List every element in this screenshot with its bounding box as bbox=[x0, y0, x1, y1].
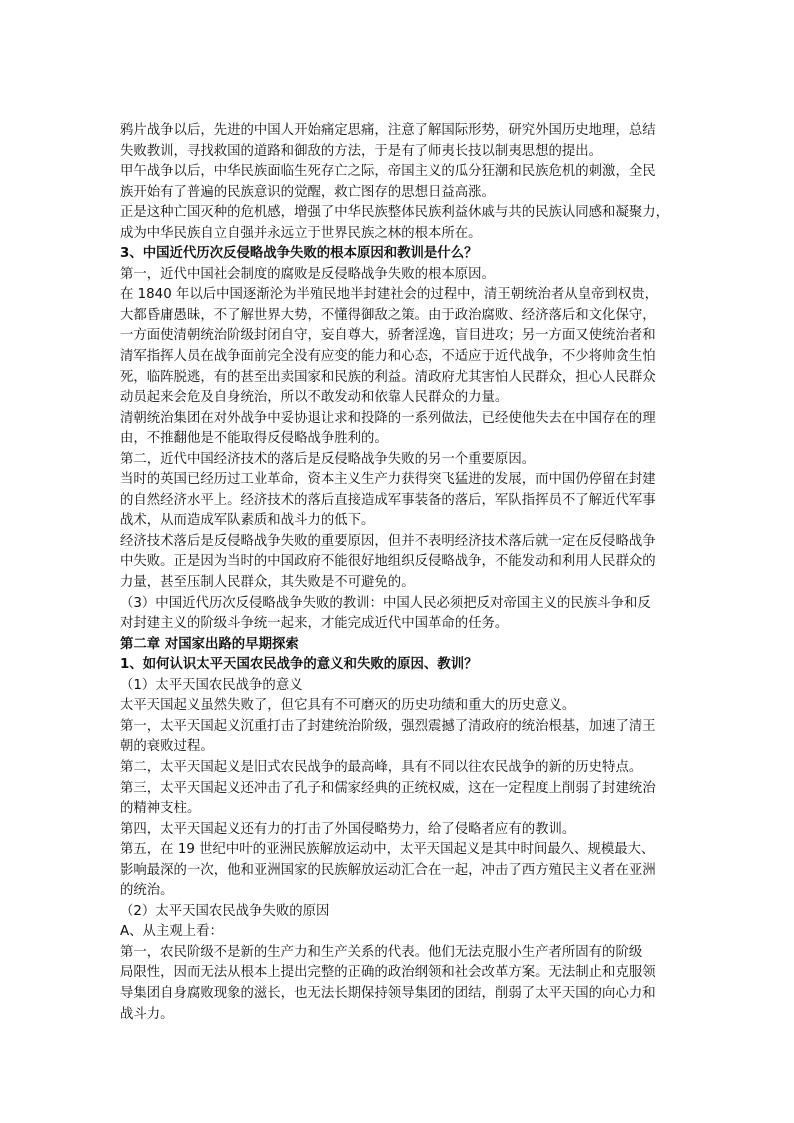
text-line: 当时的英国已经历过工业革命，资本主义生产力获得突飞猛进的发展，而中国仍停留在封建 bbox=[120, 472, 656, 488]
text-line: 甲午战争以后，中华民族面临生死存亡之际，帝国主义的瓜分狂潮和民族危机的刺激，全民 bbox=[120, 164, 656, 180]
text-line: 由，不推翻他是不能取得反侵略战争胜利的。 bbox=[120, 431, 388, 447]
text-line: 清军指挥人员在战争面前完全没有应变的能力和心态，不适应于近代战争，不少将帅贪生怕 bbox=[120, 349, 656, 365]
text-line: 族开始有了普遍的民族意识的觉醒，救亡图存的思想日益高涨。 bbox=[120, 184, 495, 200]
text-line: 战术，从而造成军队素质和战斗力的低下。 bbox=[120, 513, 375, 529]
text-line: （1）太平天国农民战争的意义 bbox=[120, 677, 303, 693]
text-line: 第五，在 19 世纪中叶的亚洲民族解放运动中，太平天国起义是其中时间最久、规模最大、 bbox=[120, 842, 655, 858]
text-line: 的精神支柱。 bbox=[120, 801, 201, 817]
text-line: （3）中国近代历次反侵略战争失败的教训：中国人民必须把反对帝国主义的民族斗争和反 bbox=[120, 595, 651, 611]
text-line: 在 1840 年以后中国逐渐沦为半殖民地半封建社会的过程中，清王朝统治者从皇帝到权贵， bbox=[120, 287, 659, 303]
text-line: 第二，近代中国经济技术的落后是反侵略战争失败的另一个重要原因。 bbox=[120, 451, 536, 467]
section-heading: 3、中国近代历次反侵略战争失败的根本原因和教训是什么？ bbox=[120, 246, 478, 262]
text-line: 局限性，因而无法从根本上提出完整的正确的政治纲领和社会改革方案。无法制止和克服领 bbox=[120, 965, 656, 981]
text-line: 大都昏庸愚昧，不了解世界大势，不懂得御敌之策。由于政治腐败、经济落后和文化保守， bbox=[120, 307, 656, 323]
text-line: 太平天国起义虽然失败了，但它具有不可磨灭的历史功绩和重大的历史意义。 bbox=[120, 698, 576, 714]
text-line: 第三，太平天国起义还冲击了孔子和儒家经典的正统权威，这在一定程度上削弱了封建统治 bbox=[120, 780, 656, 796]
document-page bbox=[120, 121, 682, 1025]
text-line: A、从主观上看： bbox=[120, 924, 223, 940]
text-line: 成为中华民族自立自强并永远立于世界民族之林的根本所在。 bbox=[120, 225, 482, 241]
text-line: 导集团自身腐败现象的滋长，也无法长期保持领导集团的团结，削弱了太平天国的向心力和 bbox=[120, 985, 656, 1001]
section-heading: 1、如何认识太平天国农民战争的意义和失败的原因、教训？ bbox=[120, 657, 478, 673]
text-line: 第一，近代中国社会制度的腐败是反侵略战争失败的根本原因。 bbox=[120, 266, 495, 282]
text-line: （2）太平天国农民战争失败的原因 bbox=[120, 903, 330, 919]
text-line: 第一，太平天国起义沉重打击了封建统治阶级，强烈震撼了清政府的统治根基，加速了清王 bbox=[120, 718, 656, 734]
text-line: 第二，太平天国起义是旧式农民战争的最高峰，具有不同以往农民战争的新的历史特点。 bbox=[120, 759, 643, 775]
section-heading: 第二章 对国家出路的早期探索 bbox=[120, 636, 299, 652]
text-line: 经济技术落后是反侵略战争失败的重要原因，但并不表明经济技术落后就一定在反侵略战争 bbox=[120, 533, 656, 549]
text-line: 影响最深的一次，他和亚洲国家的民族解放运动汇合在一起，冲击了西方殖民主义者在亚洲 bbox=[120, 862, 656, 878]
text-line: 鸦片战争以后，先进的中国人开始痛定思痛，注意了解国际形势，研究外国历史地理，总结 bbox=[120, 123, 656, 138]
text-line: 清朝统治集团在对外战争中妥协退让求和投降的一系列做法，已经使他失去在中国存在的理 bbox=[120, 410, 656, 426]
text-line: 动员起来会危及自身统治，所以不敢发动和依靠人民群众的力量。 bbox=[120, 390, 509, 406]
text-line: 战斗力。 bbox=[120, 1006, 174, 1022]
text-line: 失败教训，寻找救国的道路和御敌的方法，于是有了师夷长技以制夷思想的提出。 bbox=[120, 143, 603, 159]
text-line: 第四，太平天国起义还有力的打击了外国侵略势力，给了侵略者应有的教训。 bbox=[120, 821, 576, 837]
text-line: 对封建主义的阶级斗争统一起来，才能完成近代中国革命的任务。 bbox=[120, 616, 509, 632]
text-line: 朝的衰败过程。 bbox=[120, 739, 214, 755]
text-line: 的统治。 bbox=[120, 883, 174, 899]
text-line: 死，临阵脱逃，有的甚至出卖国家和民族的利益。清政府尤其害怕人民群众，担心人民群众 bbox=[120, 369, 656, 385]
text-line: 的自然经济水平上。经济技术的落后直接造成军事装备的落后，军队指挥员不了解近代军事 bbox=[120, 492, 656, 508]
text-line: 一方面使清朝统治阶级封闭自守，妄自尊大，骄奢淫逸，盲目进攻；另一方面又使统治者和 bbox=[120, 328, 656, 344]
text-line: 力量，甚至压制人民群众，其失败是不可避免的。 bbox=[120, 575, 415, 591]
text-line: 正是这种亡国灭种的危机感，增强了中华民族整体民族利益休戚与共的民族认同感和凝聚力， bbox=[120, 205, 670, 221]
text-line: 第一，农民阶级不是新的生产力和生产关系的代表。他们无法克服小生产者所固有的阶级 bbox=[120, 944, 643, 960]
text-line: 中失败。正是因为当时的中国政府不能很好地组织反侵略战争，不能发动和利用人民群众的 bbox=[120, 554, 656, 570]
